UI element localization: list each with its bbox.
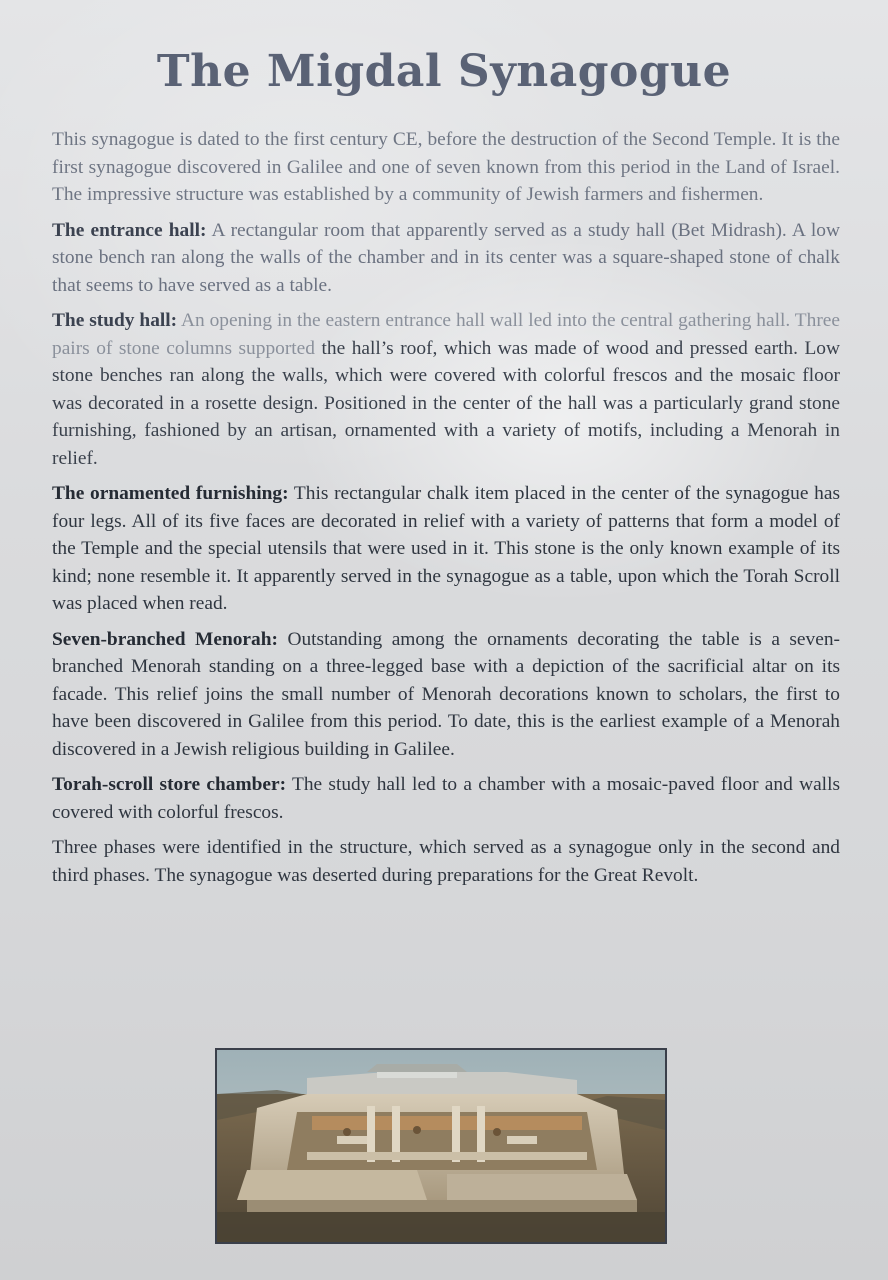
menorah-text: Outstanding among the ornaments decorating the table is a seven-branched Menorah standing on a three-legged base with a depiction of the sacrificial altar on its facade. This relief joins the small number of Menorah decorations known to scholars, the first to have been discovered in Galilee from this period. To date, this is the earliest example of a Menorah discovered in a Jewish religious building in Galilee. <box>52 628 840 760</box>
sign-title: The Migdal Synagogue <box>156 46 732 97</box>
study-hall-paragraph <box>52 307 840 472</box>
study-hall-text-faint: An opening in the eastern entrance hall wall led into the central gathering hall. Three pairs of stone columns supported <box>52 310 840 359</box>
study-hall-heading: The study hall: <box>52 310 178 331</box>
menorah-paragraph <box>52 626 840 764</box>
entrance-hall-text: A rectangular room that apparently served as a study hall (Bet Midrash). A low stone bench ran along the walls of the chamber and in its center was a square-shaped stone of chalk that seems to have served as a table. <box>52 219 841 296</box>
phases-paragraph: Three phases were identified in the structure, which served as a synagogue only in the second and third phases. The synagogue was deserted during preparations for the Great Revolt. <box>52 837 840 886</box>
menorah-heading: Seven-branched Menorah: <box>52 628 278 650</box>
study-hall-text: the hall’s roof, which was made of wood and pressed earth. Low stone benches ran along the walls, which were covered with colorful frescos and the mosaic floor was decorated in a rosette design. Positioned in the center of the hall was a particularly grand stone furnishing, fashioned by an artisan, ornamented with a variety of motifs, including a Menorah in relief. <box>52 337 841 469</box>
furnishing-paragraph <box>52 480 840 618</box>
sign-body <box>52 126 840 897</box>
furnishing-heading: The ornamented furnishing: <box>52 483 289 504</box>
intro-paragraph: This synagogue is dated to the first century CE, before the destruction of the Second Temple. It is the first synagogue discovered in Galilee and one of seven known from this period in the Land of Israel. The impressive structure was established by a community of Jewish farmers and fishermen. <box>52 129 840 205</box>
entrance-hall-heading: The entrance hall: <box>52 219 207 241</box>
furnishing-text: This rectangular chalk item placed in the center of the synagogue has four legs. All of its five faces are decorated in relief with a variety of patterns that form a model of the Temple and the special utensils that were used in it. This stone is the only known example of its kind; none resemble it. It apparently served in the synagogue as a table, upon which the Torah Scroll was placed when read. <box>52 483 840 614</box>
torah-chamber-paragraph <box>52 771 840 826</box>
torah-chamber-heading: Torah-scroll store chamber: <box>52 774 287 795</box>
entrance-hall-paragraph <box>52 217 840 300</box>
torah-chamber-text: The study hall led to a chamber with a mosaic-paved floor and walls covered with colorful frescos. <box>52 774 840 823</box>
synagogue-model-photo <box>215 1048 667 1244</box>
